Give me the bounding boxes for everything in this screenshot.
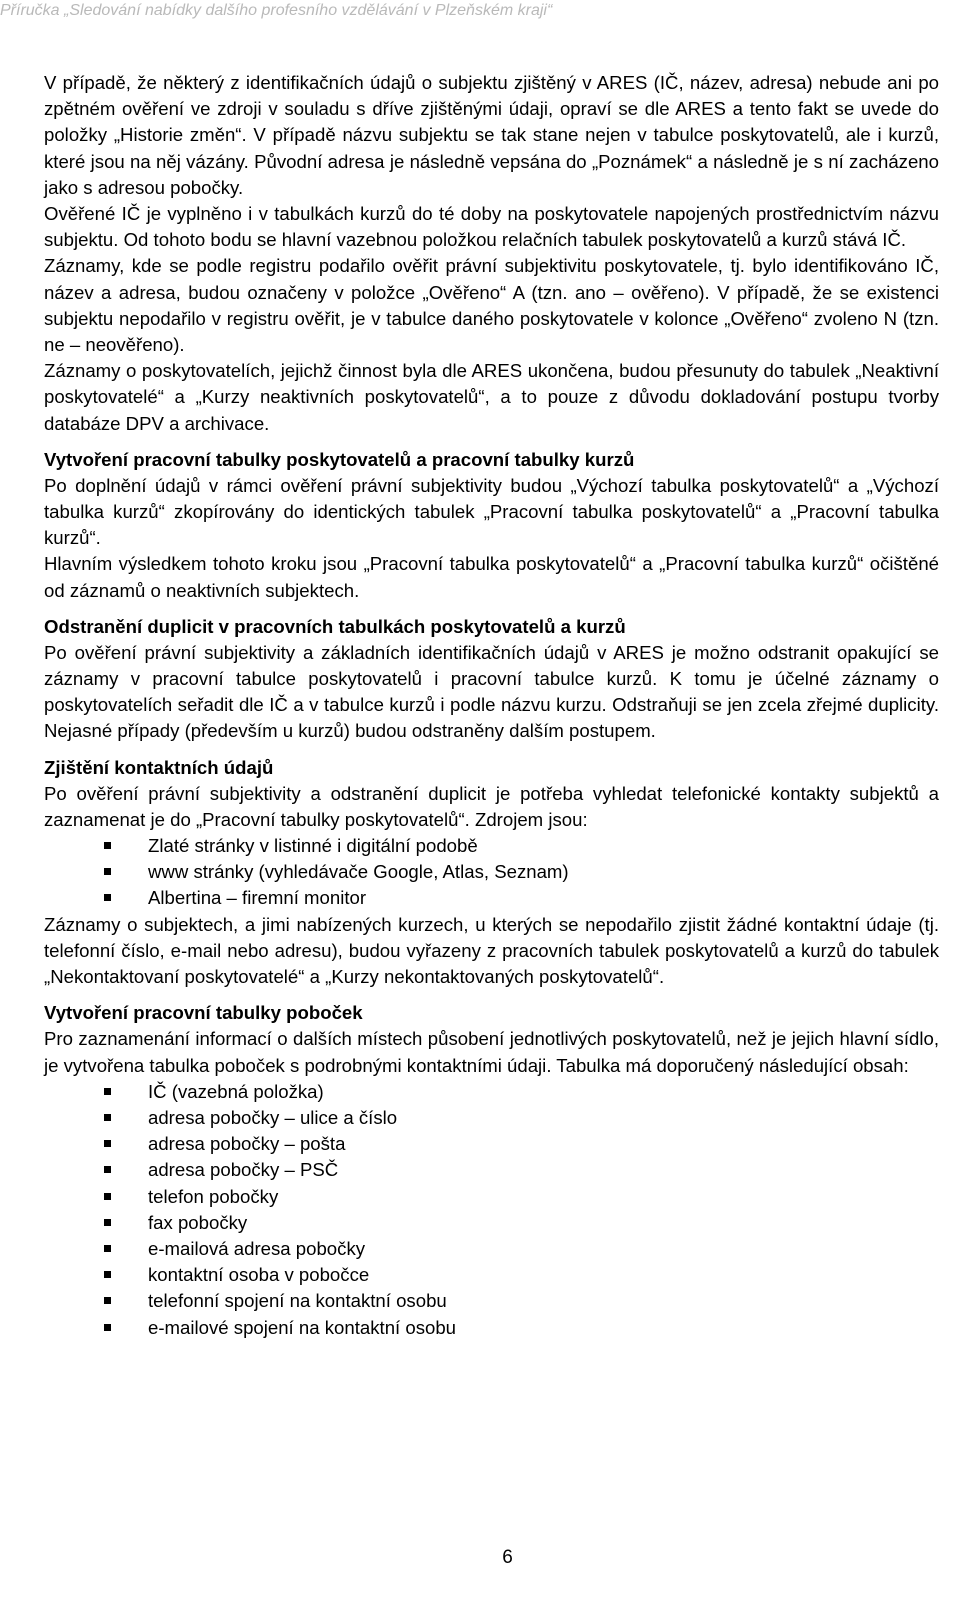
section-heading: Vytvoření pracovní tabulky poskytovatelů a pracovní tabulky kurzů — [44, 448, 635, 470]
square-bullet-icon — [104, 1271, 111, 1278]
running-header: Příručka „Sledování nabídky dalšího profesního vzdělávání v Plzeňském kraji“ — [0, 2, 553, 19]
square-bullet-icon — [104, 1245, 111, 1252]
document-body — [44, 70, 939, 1341]
square-bullet-icon — [104, 868, 111, 875]
list-item-text: Albertina – firemní monitor — [148, 887, 367, 909]
section-heading: Zjištění kontaktních údajů — [44, 756, 274, 778]
list-item — [104, 1105, 939, 1131]
paragraph: Záznamy, kde se podle registru podařilo ověřit právní subjektivitu poskytovatele, tj. bylo identifikováno IČ, název a adresa, budou označeny v položce „Ověřeno“ A (tzn. ano – ověřeno). V případě, že se existenci subjektu nepodařilo v registru ověřit, je v tabulce daného poskytovatele v kolonce „Ověřeno“ zvoleno N (tzn. ne – neověřeno). — [44, 255, 939, 356]
list-item-text: adresa pobočky – pošta — [148, 1133, 346, 1155]
list-item — [104, 1315, 939, 1341]
list-item-text: telefonní spojení na kontaktní osobu — [148, 1290, 447, 1312]
paragraph: Po ověření právní subjektivity a základních identifikačních údajů v ARES je možno odstranit opakující se záznamy v pracovní tabulce poskytovatelů i pracovní tabulce kurzů. K tomu je účelné záznamy o poskytovatelích seřadit dle IČ a v tabulce kurzů i podle názvu kurzu. Odstraňuji se jen zcela zřejmé duplicity. Nejasné případy (především u kurzů) budou odstraněny dalším postupem. — [44, 641, 939, 742]
list-item-text: adresa pobočky – ulice a číslo — [148, 1106, 398, 1128]
list-item — [104, 885, 939, 911]
list-item — [104, 859, 939, 885]
list-item-text: Zlaté stránky v listinné i digitální podobě — [148, 835, 478, 857]
list-item — [104, 1157, 939, 1183]
square-bullet-icon — [104, 842, 111, 849]
list-item-text: e-mailové spojení na kontaktní osobu — [148, 1316, 457, 1338]
list-item — [104, 1184, 939, 1210]
section-heading: Vytvoření pracovní tabulky poboček — [44, 1002, 363, 1024]
list-item-text: kontaktní osoba v pobočce — [148, 1264, 370, 1286]
list-item — [104, 1288, 939, 1314]
list-item — [104, 1079, 939, 1105]
list-item — [104, 1210, 939, 1236]
paragraph: Pro zaznamenání informací o dalších místech působení jednotlivých poskytovatelů, než je jejich hlavní sídlo, je vytvořena tabulka poboček s podrobnými kontaktními údaji. Tabulka má doporučený následující obsah: — [44, 1028, 939, 1076]
page-number: 6 — [502, 1547, 513, 1568]
section-contacts — [44, 755, 939, 991]
list-item-text: www stránky (vyhledávače Google, Atlas, Seznam) — [148, 861, 569, 883]
list-item-text: e-mailová adresa pobočky — [148, 1237, 366, 1259]
paragraph: Hlavním výsledkem tohoto kroku jsou „Pracovní tabulka poskytovatelů“ a „Pracovní tabulka kurzů“ očištěné od záznamů o neaktivních subjektech. — [44, 553, 939, 601]
list-item — [104, 833, 939, 859]
square-bullet-icon — [104, 1166, 111, 1173]
list-item-text: IČ (vazebná položka) — [148, 1080, 324, 1102]
square-bullet-icon — [104, 1088, 111, 1095]
square-bullet-icon — [104, 1114, 111, 1121]
list-item-text: telefon pobočky — [148, 1185, 279, 1207]
paragraph: Po doplnění údajů v rámci ověření právní subjektivity budou „Výchozí tabulka poskytovatelů“ a „Výchozí tabulka kurzů“ zkopírovány do identických tabulek „Pracovní tabulka poskytovatelů“ a „Pracovní tabulka kurzů“. — [44, 474, 939, 549]
branch-table-fields-list — [44, 1079, 939, 1341]
square-bullet-icon — [104, 1193, 111, 1200]
square-bullet-icon — [104, 1140, 111, 1147]
paragraph: Záznamy o poskytovatelích, jejichž činnost byla dle ARES ukončena, budou přesunuty do tabulek „Neaktivní poskytovatelé“ a „Kurzy neaktivních poskytovatelů“, a to pouze z důvodu dokladování postupu tvorby databáze DPV a archivace. — [44, 360, 939, 434]
list-item — [104, 1131, 939, 1157]
contact-sources-list — [44, 833, 939, 912]
paragraph: Ověřené IČ je vyplněno i v tabulkách kurzů do té doby na poskytovatele napojených prostřednictvím názvu subjektu. Od tohoto bodu se hlavní vazebnou položkou relačních tabulek poskytovatelů a kurzů stává IČ. — [44, 203, 939, 251]
paragraph: V případě, že některý z identifikačních údajů o subjektu zjištěný v ARES (IČ, název, adresa) nebude ani po zpětném ověření ve zdroji v souladu s dříve zjištěnými údaji, opraví se dle ARES a tento fakt se uvede do položky „Historie změn“. V případě názvu subjektu se tak stane nejen v tabulce poskytovatelů, ale i kurzů, které jsou na něj vázány. Původní adresa je následně vepsána do „Poznámek“ a následně je s ní zacházeno jako s adresou pobočky. — [44, 72, 939, 198]
section-heading: Odstranění duplicit v pracovních tabulkách poskytovatelů a kurzů — [44, 615, 626, 637]
paragraph: Záznamy o subjektech, a jimi nabízených kurzech, u kterých se nepodařilo zjistit žádné kontaktní údaje (tj. telefonní číslo, e-mail nebo adresu), budou vyřazeny z pracovních tabulek poskytovatelů a kurzů do tabulek „Nekontaktovaní poskytovatelé“ a „Kurzy nekontaktovaných poskytovatelů“. — [44, 913, 939, 988]
square-bullet-icon — [104, 1324, 111, 1331]
square-bullet-icon — [104, 1219, 111, 1226]
list-item — [104, 1236, 939, 1262]
paragraph: Po ověření právní subjektivity a odstranění duplicit je potřeba vyhledat telefonické kontakty subjektů a zaznamenat je do „Pracovní tabulky poskytovatelů“. Zdrojem jsou: — [44, 782, 939, 830]
section-working-tables — [44, 447, 939, 604]
list-item-text: adresa pobočky – PSČ — [148, 1159, 339, 1181]
list-item-text: fax pobočky — [148, 1211, 248, 1233]
square-bullet-icon — [104, 1297, 111, 1304]
section-duplicates — [44, 614, 939, 745]
section-branches — [44, 1000, 939, 1340]
list-item — [104, 1262, 939, 1288]
square-bullet-icon — [104, 894, 111, 901]
